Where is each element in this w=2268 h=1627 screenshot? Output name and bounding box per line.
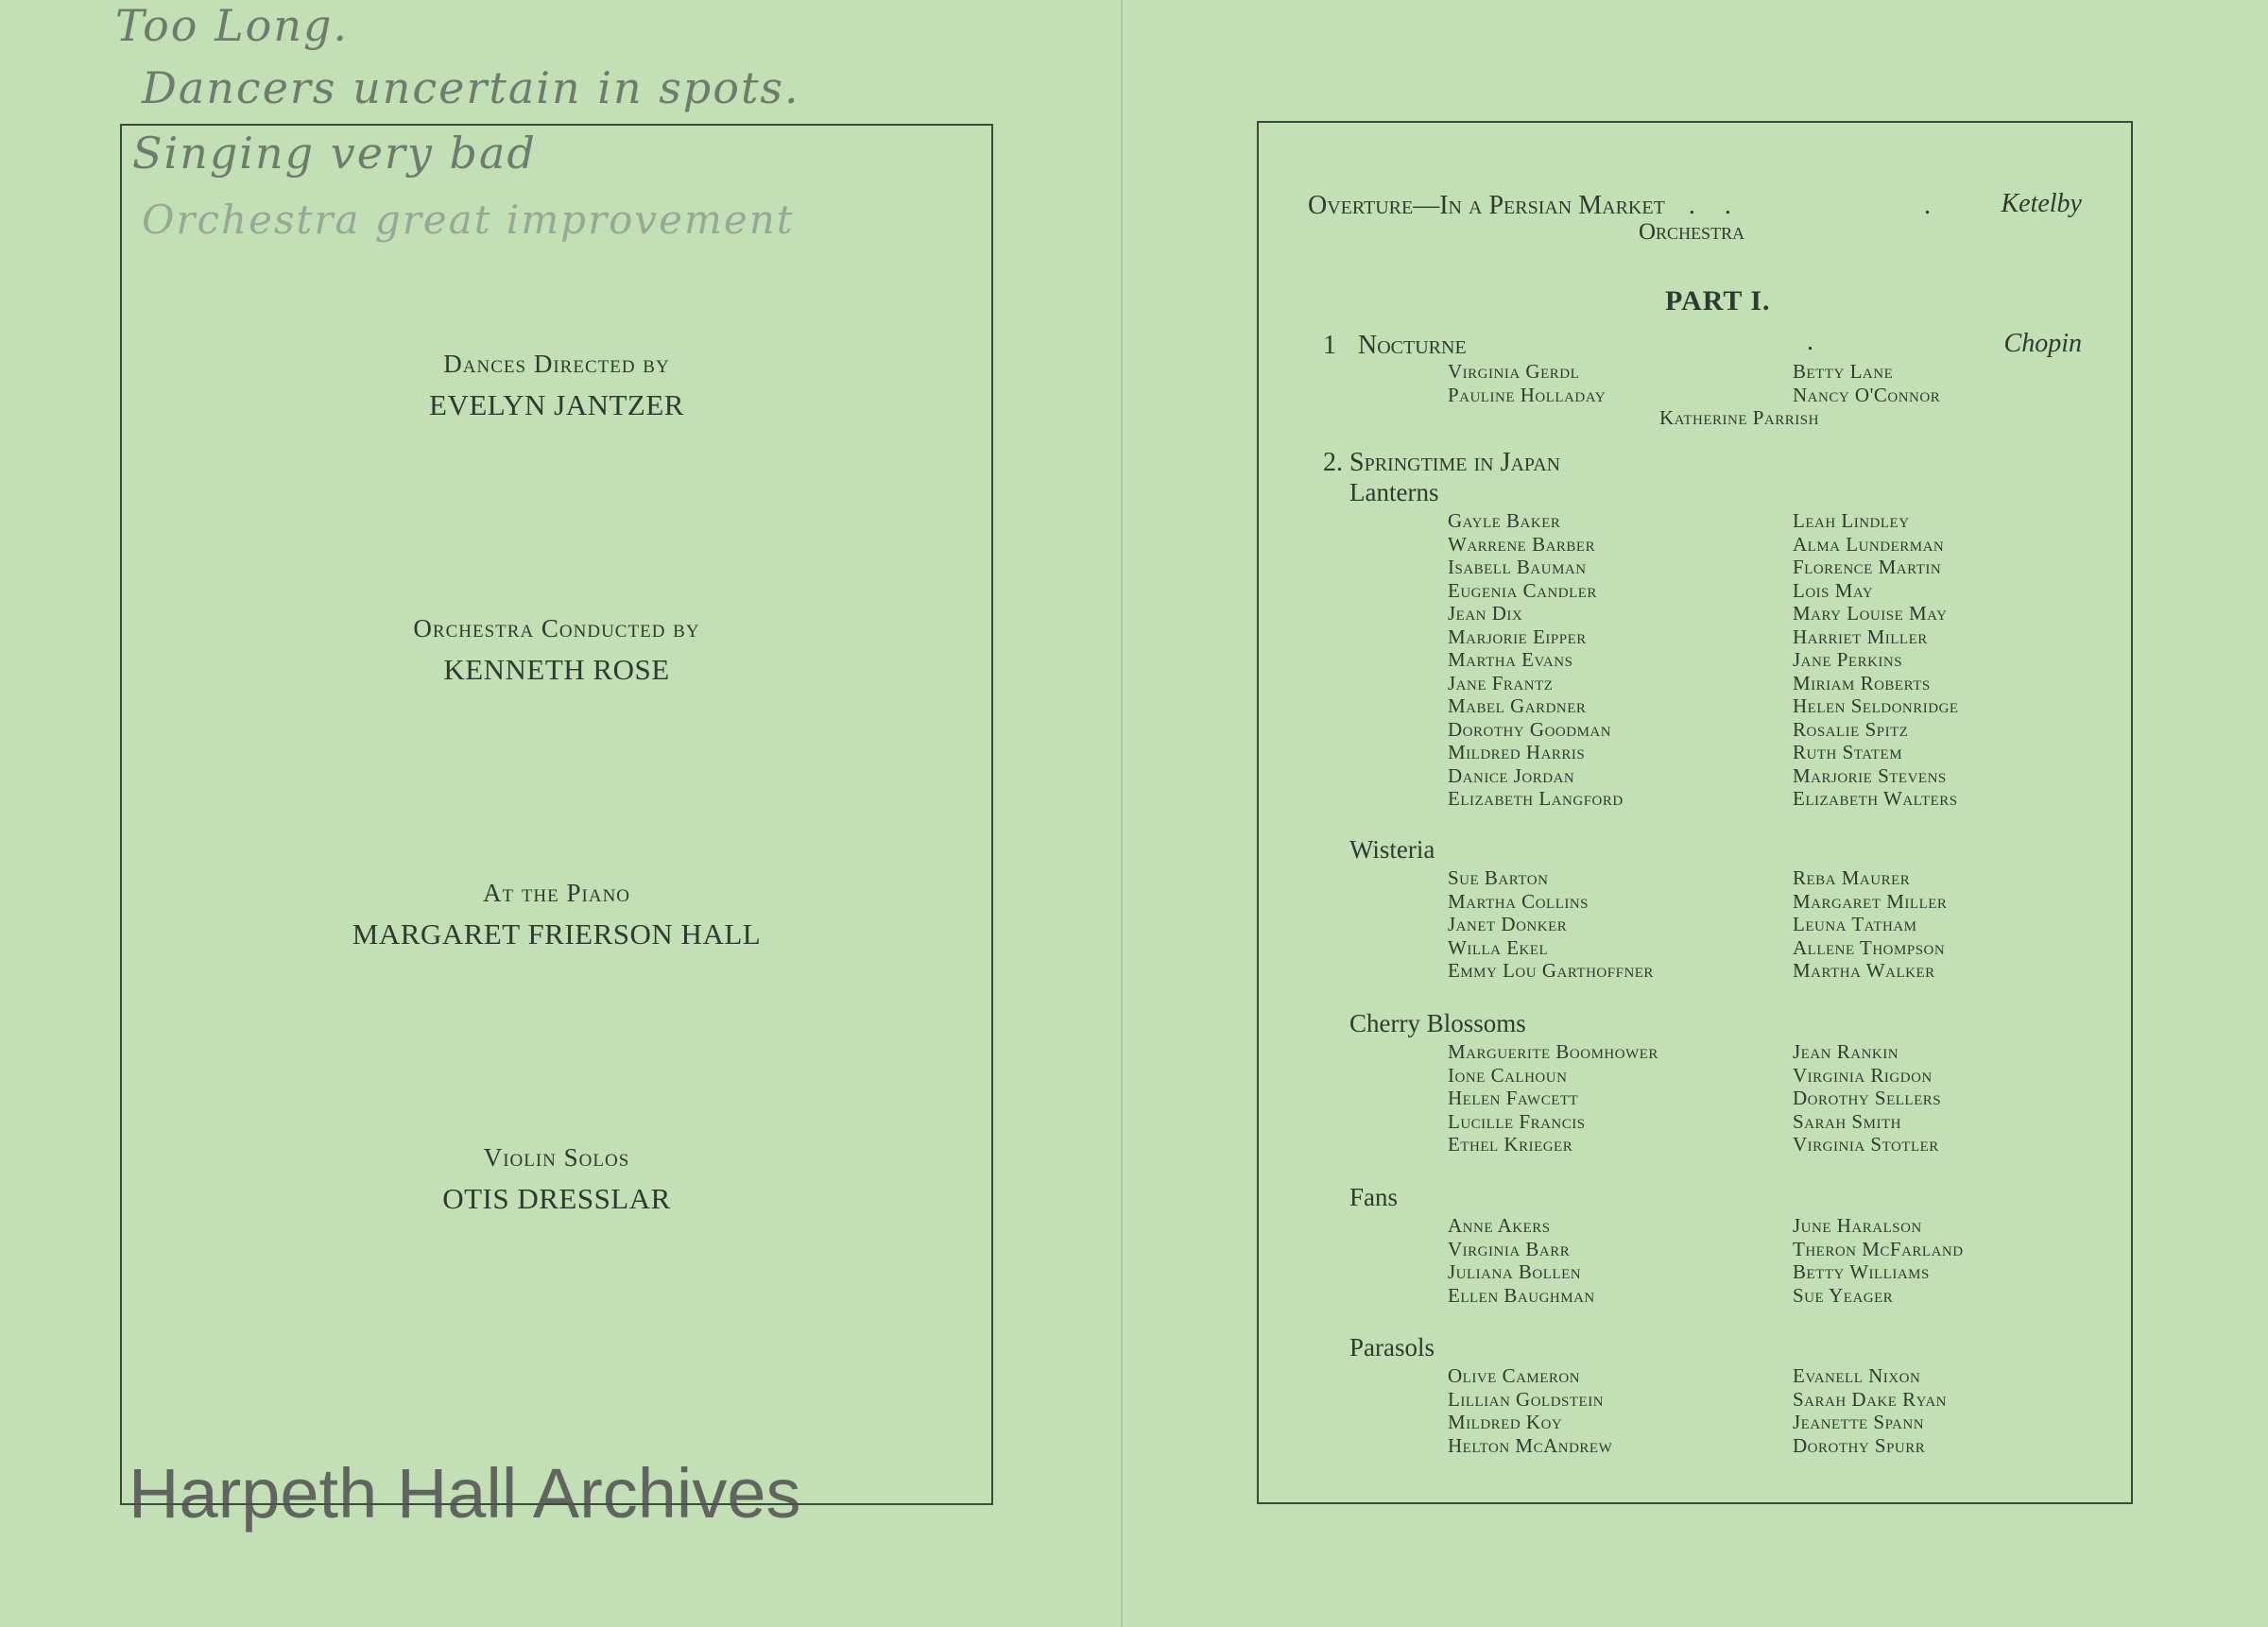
dancer-name: Ellen Baughman <box>1448 1283 1595 1307</box>
dancer-name: Leuna Tatham <box>1793 913 1917 935</box>
dancer-name: Mary Louise May <box>1793 602 1948 625</box>
overture-performer: Orchestra <box>1639 219 1745 245</box>
dancer-name: Allene Thompson <box>1793 935 1946 959</box>
group-names-right <box>1793 1040 1941 1156</box>
dancer-name: Martha Evans <box>1448 648 1573 671</box>
dancer-name: Harriet Miller <box>1793 625 1928 648</box>
dancer-name: Warrene Barber <box>1448 532 1596 556</box>
page-fold <box>1121 0 1123 1627</box>
dancer-name: Marguerite Boomhower <box>1448 1040 1658 1063</box>
overture-title <box>1308 191 1743 221</box>
left-page-panel <box>120 124 993 1505</box>
overture-title-text: Overture—In a Persian Market <box>1308 191 1665 220</box>
dancer-name: Martha Collins <box>1448 889 1589 913</box>
credit-orchestra <box>122 614 991 687</box>
dancer-name: Elizabeth Walters <box>1793 787 1958 810</box>
dancer-name: Dorothy Spurr <box>1793 1433 1926 1457</box>
group-title: Parasols <box>1349 1333 1435 1362</box>
handwritten-note-4: Orchestra great improvement <box>142 197 795 243</box>
dancer-name: Pauline Holladay <box>1448 383 1606 406</box>
dancer-name: Margaret Miller <box>1793 889 1948 913</box>
dancer-name: Lillian Goldstein <box>1448 1387 1605 1411</box>
group-names-right <box>1793 509 1959 811</box>
dancer-name: Jane Perkins <box>1793 648 1903 671</box>
dancer-name: Marjorie Eipper <box>1448 625 1587 648</box>
credit-person: OTIS DRESSLAR <box>442 1182 671 1215</box>
dancer-name: June Haralson <box>1793 1214 1922 1237</box>
dancer-name: Leah Lindley <box>1793 509 1910 532</box>
group-names-left <box>1448 1040 1658 1156</box>
credit-person: EVELYN JANTZER <box>429 388 684 421</box>
dancer-name: Mildred Koy <box>1448 1411 1563 1433</box>
dancer-name: Jane Frantz <box>1448 671 1554 694</box>
dancer-name: Mabel Gardner <box>1448 694 1587 717</box>
dancer-name: Lois May <box>1793 578 1874 602</box>
leader-dot: . <box>1924 191 1931 220</box>
part-heading: PART I. <box>1665 285 1771 317</box>
dancer-name: Gayle Baker <box>1448 509 1561 532</box>
dancer-name: Betty Lane <box>1793 360 1894 383</box>
dancer-name: Sue Barton <box>1448 866 1549 889</box>
nocturne-title-text: Nocturne <box>1358 331 1467 360</box>
dancer-name: Willa Ekel <box>1448 935 1549 959</box>
group-names-left <box>1448 509 1624 811</box>
dancer-name: Juliana Bollen <box>1448 1260 1582 1283</box>
credit-person: MARGARET FRIERSON HALL <box>352 917 762 951</box>
dancer-name: Nancy O'Connor <box>1793 383 1941 406</box>
group-title: Fans <box>1349 1183 1399 1211</box>
dancer-name: Helton McAndrew <box>1448 1433 1613 1457</box>
credit-role: Violin Solos <box>483 1143 630 1172</box>
group-title: Lanterns <box>1349 478 1439 506</box>
group-names-right <box>1793 1364 1947 1457</box>
credit-person: KENNETH ROSE <box>443 653 670 686</box>
credit-piano <box>122 879 991 951</box>
right-page-panel <box>1257 121 2133 1504</box>
dancer-name: Olive Cameron <box>1448 1364 1581 1387</box>
dancer-name: Anne Akers <box>1448 1214 1551 1237</box>
dancer-name: Martha Walker <box>1793 959 1935 982</box>
group-names-right <box>1793 1214 1964 1307</box>
dancer-name: Rosalie Spitz <box>1793 717 1909 741</box>
dancer-name: Jean Rankin <box>1793 1040 1899 1063</box>
dancer-name: Evanell Nixon <box>1793 1364 1921 1387</box>
dancer-name: Sarah Dake Ryan <box>1793 1387 1948 1411</box>
dancer-name: Jeanette Spann <box>1793 1411 1925 1433</box>
nocturne-composer: Chopin <box>2003 329 2082 358</box>
nocturne-number: 1 <box>1323 331 1336 360</box>
nocturne-name-center: Katherine Parrish <box>1659 406 1819 429</box>
dancer-name: Virginia Rigdon <box>1793 1063 1933 1087</box>
dancer-name: Ethel Krieger <box>1448 1133 1573 1156</box>
dancer-name: Lucille Francis <box>1448 1109 1586 1133</box>
handwritten-note-2: Dancers uncertain in spots. <box>142 62 800 113</box>
nocturne-names-left <box>1448 360 1606 406</box>
dancer-name: Virginia Stotler <box>1793 1133 1939 1156</box>
credit-dances <box>122 350 991 422</box>
leader-dot: . <box>1807 327 1813 356</box>
dancer-name: Alma Lunderman <box>1793 532 1945 556</box>
dancer-name: Betty Williams <box>1793 1260 1930 1283</box>
dancer-name: Miriam Roberts <box>1793 671 1931 694</box>
dancer-name: Dorothy Sellers <box>1793 1087 1942 1109</box>
group-names-left <box>1448 1364 1612 1457</box>
dancer-name: Helen Fawcett <box>1448 1087 1579 1109</box>
group-names-left <box>1448 866 1654 983</box>
credit-role: Dances Directed by <box>443 350 670 378</box>
group-title: Wisteria <box>1349 835 1435 864</box>
dancer-name: Sarah Smith <box>1793 1109 1901 1133</box>
leader-dots: . . <box>1688 191 1743 220</box>
dancer-name: Janet Donker <box>1448 913 1568 935</box>
dancer-name: Elizabeth Langford <box>1448 787 1624 810</box>
nocturne-names-right <box>1793 360 1940 406</box>
dancer-name: Virginia Barr <box>1448 1237 1571 1260</box>
group-title: Cherry Blossoms <box>1349 1009 1526 1037</box>
nocturne-title <box>1323 331 1467 361</box>
dancer-name: Theron McFarland <box>1793 1237 1964 1260</box>
dancer-name: Sue Yeager <box>1793 1283 1894 1307</box>
group-names-left <box>1448 1214 1595 1307</box>
dancer-name: Emmy Lou Garthoffner <box>1448 959 1654 982</box>
dancer-name: Isabell Bauman <box>1448 556 1587 578</box>
springtime-title: 2. Springtime in Japan <box>1323 448 1561 477</box>
group-names-right <box>1793 866 1947 983</box>
handwritten-note-3: Singing very bad <box>132 128 537 179</box>
dancer-name: Dorothy Goodman <box>1448 717 1612 741</box>
credit-violin <box>122 1143 991 1216</box>
archive-watermark: Harpeth Hall Archives <box>129 1454 801 1533</box>
dancer-name: Helen Seldonridge <box>1793 694 1959 717</box>
dancer-name: Reba Maurer <box>1793 866 1911 889</box>
dancer-name: Jean Dix <box>1448 602 1523 625</box>
dancer-name: Ione Calhoun <box>1448 1063 1568 1087</box>
dancer-name: Mildred Harris <box>1448 741 1586 763</box>
credit-role: At the Piano <box>482 879 631 907</box>
credit-role: Orchestra Conducted by <box>413 614 700 642</box>
overture-composer: Ketelby <box>2001 189 2082 218</box>
dancer-name: Marjorie Stevens <box>1793 763 1947 787</box>
dancer-name: Ruth Statem <box>1793 741 1903 763</box>
dancer-name: Eugenia Candler <box>1448 578 1597 602</box>
dancer-name: Danice Jordan <box>1448 763 1575 787</box>
dancer-name: Virginia Gerdl <box>1448 360 1580 383</box>
dancer-name: Florence Martin <box>1793 556 1942 578</box>
handwritten-note-1: Too Long. <box>115 0 350 51</box>
